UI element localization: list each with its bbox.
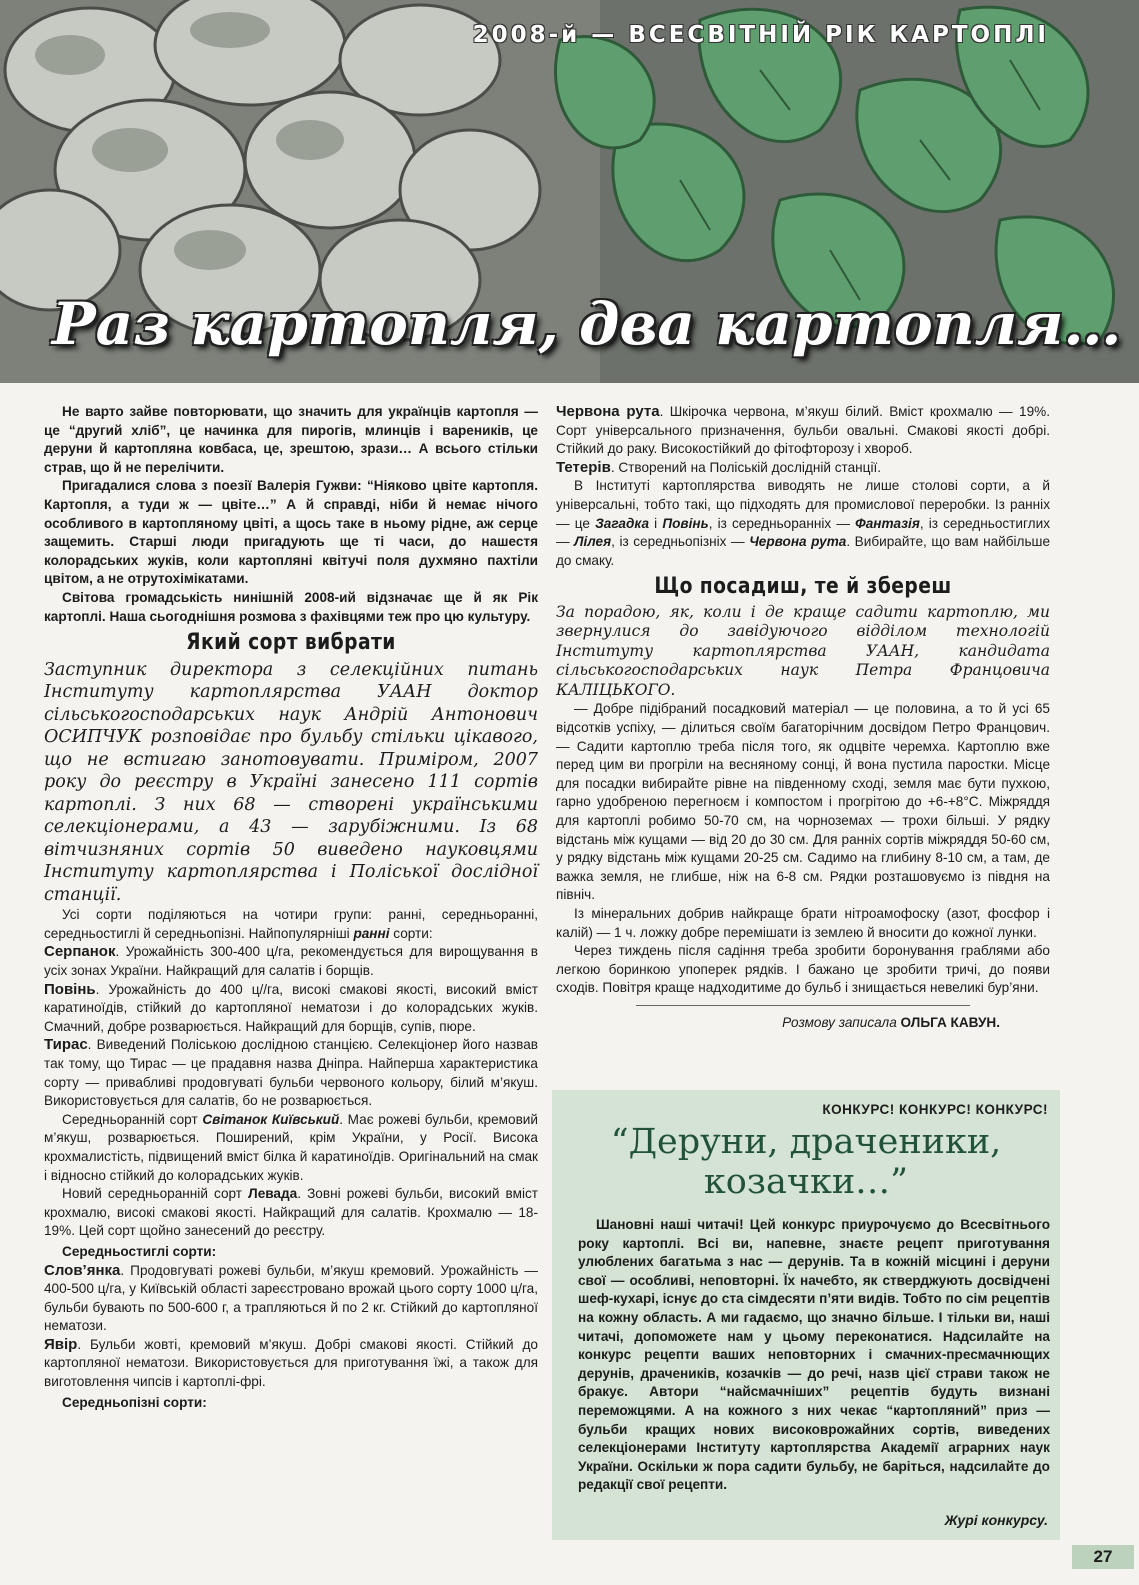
lead-paragraph: Не варто зайве повторювати, що значить для українців картопля — це “другий хліб”, це начинка для пирогів, млинців і вареників, це деруни й картопляна ковбаса, це, зрештою, зрази… А всього стільки страв, що й не перелічити.	[44, 404, 538, 475]
body-paragraph: — Добре підібраний посадковий матеріал — це половина, а то й усі 65 відсотків успіху, — ділиться своїм багаторічним досвідом Петро Францович. — Садити картоплю треба після того, як одцвіте черемха. Картоплю вже перед цим ви прогріли на весняному сонці, й вона пустила паростки. Місце для посадки вибирайте рівне на південному сході, земля має бути пухкою, гарно удобреною перегноєм і компостом і прогрітою до +6-+8°С. Міжряддя для картоплі робимо 50-70 см, на чорноземах — трохи більші. У рядку відстань між кущами — від 20 до 30 см. Для ранніх сортів міжряддя 50-60 см, у рядку відстань між кущами 20-25 см. Садимо на глибину 8-10 см, а там, де важка земля, не глибше, ніж на 6-8 см. Рядки розташовуємо із півдня на північ.	[556, 701, 1050, 903]
page-number: 27	[1072, 1545, 1134, 1569]
contest-box	[552, 1090, 1060, 1540]
subheading: Який сорт вибрати	[186, 630, 396, 656]
right-column	[556, 403, 1050, 1033]
variety-paragraph: Середньоранній сорт Світанок Київський. Має рожеві бульби, кремовий м’якуш, розварюється. Поширений, крім України, у Росії. Висока крохмалистість, підвищений вміст білка й каратиноїдів. Оригінальний на смак і відносно стійкий до колорадських жуків.	[44, 1111, 538, 1183]
variety-paragraph: Повінь. Урожайність до 400 ц//га, високі смакові якості, високий вміст каратиноїдів, стійкий до картопляної нематози і до колорадських жуків. Смачний, добре розварюється. Найкращий для борщів, супів, пюре.	[44, 980, 538, 1034]
body-paragraph: Усі сорти поділяються на чотири групи: ранні, середньоранні, середньостиглі й середньопізні. Найпопулярніші ранні сорти:	[44, 907, 538, 941]
group-heading: Середньостиглі сорти:	[62, 1243, 217, 1259]
contest-body: Шановні наші читачі! Цей конкурс приурочуємо до Всесвітнього року картоплі. Всі ви, напевне, знаєте рецепт приготування улюблених багатьма з нас — дерунів. Та в кожній місцині і деруни свої — особливі, неповторні. Їх начебто, як стверджують досвідчені шеф-кухарі, існує до ста сімдесяти п’яти видів. Тобто по сім рецептів на кожну область. А ми гадаємо, що значно більше. І тільки ви, наші читачі, допоможете нам у цьому переконатися. Надсилайте на конкурс рецепти ваших неповторних і смачних-пресмачнющих дерунів, драчеників, козачків — до речі, назв цієї страви також не бракує. Автори “найсмачніших” рецептів будуть визнані переможцями. А на кожного з них чекає “картопляний” приз — бульби кращих нових високоврожайних сортів, виведених селекціонерами Інституту картоплярства Академії аграрних наук України. Оскільки ж пора садити бульбу, не баріться, надсилайте до редакції свої рецепти.	[578, 1217, 1050, 1493]
variety-paragraph: Червона рута. Шкірочка червона, м’якуш білий. Вміст крохмалю — 19%. Сорт універсального призначення, бульби овальні. Смакові якості добрі. Стійкий до раку. Високостійкий до фітофторозу і хвороб.	[556, 403, 1050, 457]
variety-paragraph: Серпанок. Урожайність 300-400 ц/га, рекомендується для вирощування в усіх зонах України. Найкращий для салатів і борщів.	[44, 943, 538, 978]
variety-paragraph: Новий середньоранній сорт Левада. Зовні рожеві бульби, високий вміст крохмалю, високі смакові якості. Найкращий для салатів. Крохмалю — 18-19%. Цей сорт щойно занесений до реєстру.	[44, 1186, 538, 1239]
lead-paragraph: Світова громадськість нинішній 2008-ий відзначає ще й як Рік картоплі. Наша сьогоднішня розмова з фахівцями теж про цю культуру.	[44, 589, 538, 624]
subheading: Що посадиш, те й збереш	[654, 574, 952, 600]
section-kicker: 2008-й — ВСЕСВІТНІЙ РІК КАРТОПЛІ	[472, 22, 1049, 48]
variety-paragraph: Тетерів. Створений на Поліській дослідній станції.	[556, 458, 882, 476]
body-paragraph: Із мінеральних добрив найкраще брати нітроамофоску (азот, фосфор і калій) — 1 ч. ложку добре перемішати із землею й вносити до кожної лунки.	[556, 905, 1050, 940]
left-column	[44, 403, 538, 1412]
contest-signature: Журі конкурсу.	[944, 1512, 1048, 1528]
variety-paragraph: Слов’янка. Продовгуваті рожеві бульби, м’якуш кремовий. Урожайність — 400-500 ц/га, у Київській області зареєстровано врожай цього сорту 1000 ц/га, бульби бувають по 500-600 г, а трапляються й по 2 кг. Стійкий до картопляної нематози.	[44, 1261, 538, 1334]
contest-title: “Деруни, драченики, козачки…”	[610, 1122, 1002, 1202]
intro-paragraph: За порадою, як, коли і де краще садити картоплю, ми звернулися до завідуючого відділом технологій Інституту картоплярства УААН, кандидата сільськогосподарських наук Петра Францовича КАЛІЦЬКОГО.	[556, 602, 1050, 699]
contest-kicker: КОНКУРС! КОНКУРС! КОНКУРС!	[822, 1102, 1048, 1117]
body-paragraph: В Інституті картоплярства виводять не лише столові сорти, а й універсальні, тобто такі, що підходять для промислової переробки. Із ранніх — це Загадка і Повінь, із середньоранніх — Фантазія, із середньостиглих — Лілея, із середньопізніх — Червона рута. Вибирайте, що вам найбільше до смаку.	[556, 478, 1051, 568]
variety-paragraph: Тирас. Виведений Поліською дослідною станцією. Селекціонер його назвав так тому, що Тирас — це прадавня назва Дніпра. Найперша характеристика сорту — привабливі продовгуваті бульби червоного кольору, білий м’якуш. Використовується для салатів, бо не розварюється.	[44, 1036, 538, 1109]
header-photo	[0, 0, 1139, 383]
body-paragraph: Через тиждень після садіння треба зробити боронування граблями або легкою боринкою упоперек рядків. І бажано це зробити тричі, до появи сходів. Повітря краще надходитиме до бульб і знищається невеликі бур’яни.	[556, 943, 1050, 996]
page-title: Раз картопля, два картопля…	[52, 290, 1122, 358]
intro-paragraph: Заступник директора з селекційних питань Інституту картоплярства УААН доктор сільськогосподарських наук Андрій Антонович ОСИПЧУК розповідає про бульбу стільки цікавого, що не встигаю занотовувати. Приміром, 2007 року до реєстру в Україні занесено 111 сортів картоплі. З них 68 — створені українськими селекціонерами, а 43 — зарубіжними. Із 68 вітчизняних сортів 50 виведено науковцями Інституту картоплярства і Поліської дослідної станції.	[44, 659, 538, 905]
lead-paragraph: Пригадалися слова з поезії Валерія Гужви: “Ніяково цвіте картопля. Картопля, а туди ж — цвіте…” А й справді, ніби й немає нічого особливого в картопляному цвіті, а щось таке в ньому рідне, аж серце защемить. Старші люди пригадують ще ті часи, до нашестя колорадських жуків, коли картопляні квітучі поля духмяно пахтіли цвітом, а не отрутохімікатами.	[44, 478, 538, 587]
divider	[636, 1005, 970, 1006]
author-credit: Розмову записала ОЛЬГА КАВУН.	[782, 1014, 1000, 1030]
group-heading: Середньопізні сорти:	[62, 1394, 207, 1410]
variety-paragraph: Явір. Бульби жовті, кремовий м’якуш. Добрі смакові якості. Стійкий до картопляної нематози. Використовується для приготування їжі, а також для виготовлення чипсів і картоплі-фрі.	[44, 1335, 538, 1390]
